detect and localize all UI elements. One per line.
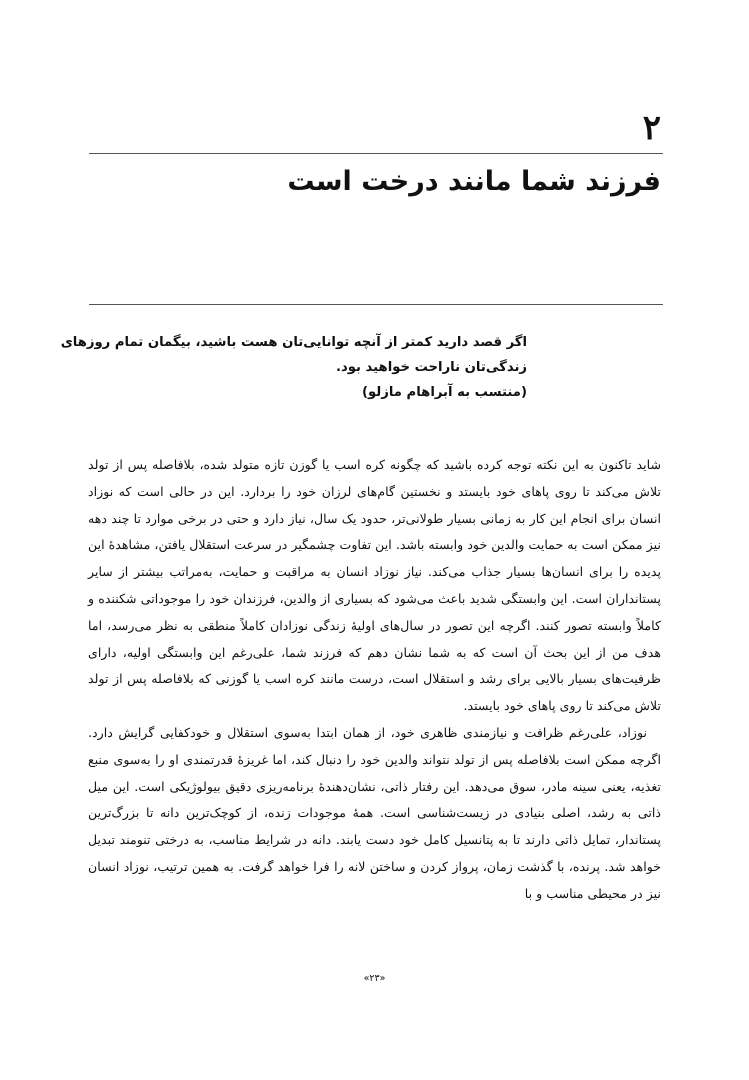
bottom-divider (89, 304, 663, 305)
page-number: «۲۳» (363, 973, 386, 984)
epigraph-line-1: اگر قصد دارید کمتر از آنچه توانایی‌تان هست باشید، بیگمان تمام روزهای (60, 335, 527, 350)
paragraph-1: شاید تاکنون به این نکته توجه کرده باشید که چگونه کره اسب یا گوزن تازه متولد شده، بلافاصله پس از تولد تلاش می‌کند تا روی پاهای خود بایستد و نخستین گام‌های لرزان خود را بردارد. این در حالی است که نوزاد انسان برای انجام این کار به زمانی بسیار طولانی‌تر، حدود یک سال، نیاز دارد و حتی در برخی موارد تا چند دهه نیز ممکن است به حمایت والدین خود وابسته باشد. این تفاوت چشمگیر در سرعت استقلال یافتن، مشاهدهٔ این پدیده را برای انسان‌ها بسیار جذاب می‌کند. نیاز نوزاد انسان به مراقبت و حمایت، به‌مراتب بیشتر از سایر پستانداران است. این وابستگی شدید باعث می‌شود که بسیاری از والدین، فرزندان خود را موجوداتی شکننده و کاملاً وابسته تصور کنند. اگرچه این تصور در سال‌های اولیهٔ زندگی نوزادان کاملاً منطقی به نظر می‌رسد، اما هدف من از این بحث آن است که به شما نشان دهم که فرزند شما، علی‌رغم این وابستگی اولیه، دارای ظرفیت‌های بسیار بالایی برای رشد و استقلال است، درست مانند کره اسب یا گوزنی که بلافاصله پس از تولد تلاش می‌کند تا روی پاهای خود بایستد. (88, 457, 661, 714)
top-divider (89, 153, 663, 154)
epigraph-line-2: زندگی‌تان ناراحت خواهید بود. (335, 360, 527, 375)
body-text (88, 452, 661, 908)
chapter-title: فرزند شما مانند درخت است (287, 166, 661, 197)
paragraph-2: نوزاد، علی‌رغم ظرافت و نیازمندی ظاهری خود، از همان ابتدا به‌سوی استقلال و خودکفایی گرایش دارد. اگرچه ممکن است بلافاصله پس از تولد نتواند والدین خود را دنبال کند، اما غریزهٔ قدرتمندی او را به‌سوی منبع تغذیه، یعنی سینه مادر، سوق می‌دهد. این رفتار ذاتی، نشان‌دهندهٔ برنامه‌ریزی دقیق بیولوژیکی است. این میل ذاتی به رشد، اصلی بنیادی در زیست‌شناسی است. همهٔ موجودات زنده، از کوچک‌ترین دانه تا بزرگ‌ترین پستاندار، تمایل ذاتی دارند تا به پتانسیل کامل خود دست یابند. دانه در شرایط مناسب، به درختی تنومند تبدیل خواهد شد. پرنده، با گذشت زمان، پرواز کردن و ساختن لانه را فرا خواهد گرفت. به همین ترتیب، نوزاد انسان نیز در محیطی مناسب و با (88, 724, 661, 901)
epigraph (60, 330, 527, 405)
epigraph-attribution: (منتسب به آبراهام مازلو) (362, 385, 527, 400)
chapter-number: ۲ (642, 108, 661, 148)
